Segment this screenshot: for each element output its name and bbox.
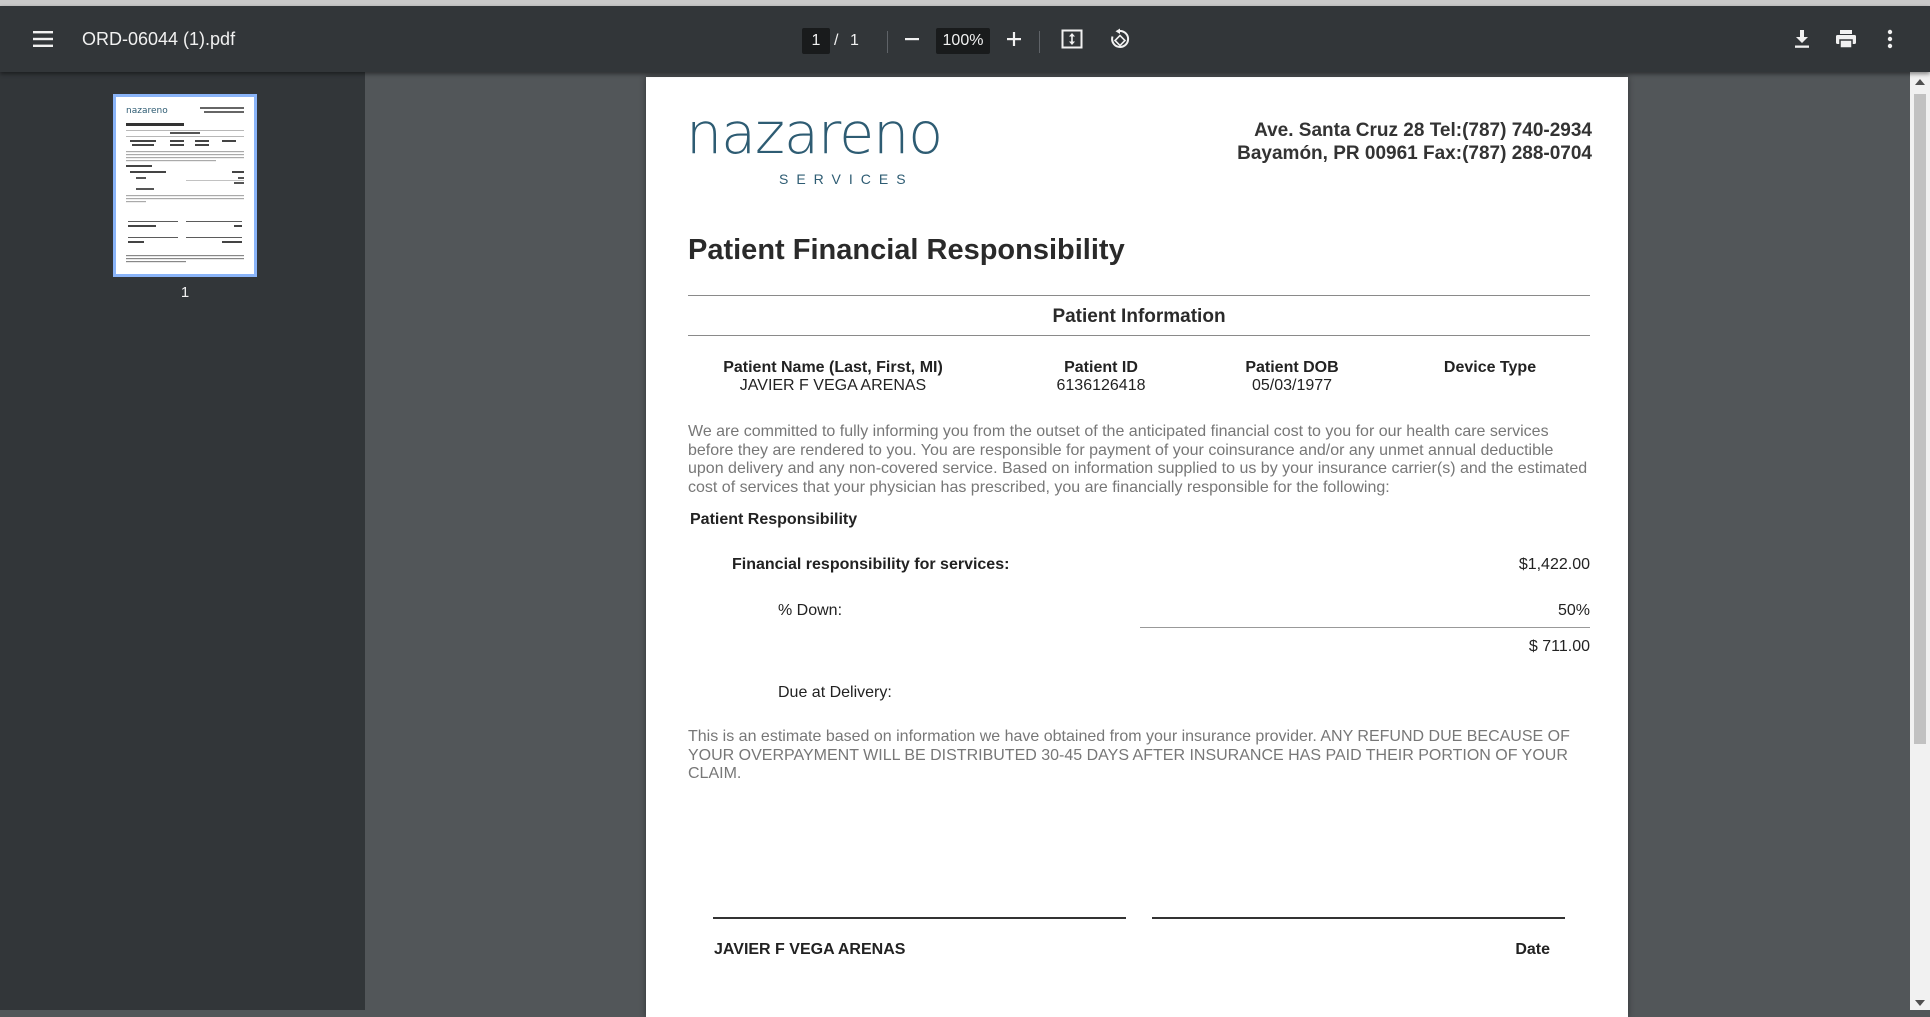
divider-line xyxy=(688,295,1590,296)
divider-line xyxy=(688,335,1590,336)
estimate-paragraph: This is an estimate based on information we have obtained from your insurance provider. ANY REFUND DUE BECAUSE OF YOUR OVERPAYMENT WILL BE DISTRIBUTED 30-45 DAYS AFTER INSURANCE HAS PAID THEIR PORTION OF YOUR CLAIM. xyxy=(688,728,1570,782)
field-value: JAVIER F VEGA ARENAS xyxy=(739,377,927,394)
print-icon[interactable] xyxy=(1826,19,1866,59)
field-header: Patient DOB xyxy=(1245,359,1339,376)
address-line: Bayamón, PR 00961 Fax:(787) 288-0704 xyxy=(1237,143,1592,164)
scroll-down-icon[interactable] xyxy=(1915,1000,1925,1006)
thumbnail-preview xyxy=(120,101,250,270)
responsibility-label: Patient Responsibility xyxy=(690,511,858,528)
field-header: Patient Name (Last, First, MI) xyxy=(723,359,943,376)
rotate-icon[interactable] xyxy=(1100,19,1140,59)
vertical-scrollbar[interactable] xyxy=(1910,72,1930,1010)
scrollbar-thumb[interactable] xyxy=(1914,94,1926,744)
company-address xyxy=(1237,119,1592,165)
field-header: Device Type xyxy=(1443,359,1537,376)
down-percent: 50% xyxy=(1557,602,1590,619)
page-total: 1 xyxy=(850,32,859,49)
field-value: 05/03/1977 xyxy=(1251,377,1333,394)
logo: nazareno xyxy=(686,101,943,167)
device-type-field xyxy=(1410,359,1570,377)
financial-label: Financial responsibility for services: xyxy=(732,556,1010,573)
patient-dob-field xyxy=(1212,359,1372,395)
svg-text:nazareno: nazareno xyxy=(126,106,168,116)
down-label: % Down: xyxy=(778,602,843,619)
scroll-up-icon[interactable] xyxy=(1915,79,1925,85)
zoom-level-input[interactable]: 100% xyxy=(936,28,990,54)
date-line xyxy=(1152,917,1565,919)
patient-id-field xyxy=(1021,359,1181,395)
menu-icon[interactable] xyxy=(23,19,63,59)
file-name: ORD-06044 (1).pdf xyxy=(82,29,236,49)
page-thumbnail[interactable] xyxy=(113,94,257,277)
zoom-in-icon[interactable] xyxy=(994,19,1034,59)
more-options-icon[interactable] xyxy=(1870,19,1910,59)
field-header: Patient ID xyxy=(1064,359,1138,376)
down-amount: $ 711.00 xyxy=(1528,638,1590,655)
thumbnail-sidebar xyxy=(0,72,365,1010)
patient-name-field xyxy=(718,359,948,395)
intro-paragraph: We are committed to fully informing you from the outset of the anticipated financial cost to you for our health care services before they are rendered to you. You are responsible for payment of your coinsurance and/or any unmet annual deductible upon delivery and any non-covered service. Based on information supplied to us by your insurance carrier(s) and the estimated cost of services that your physician has prescribed, you are financially responsible for the following: xyxy=(688,423,1588,496)
pdf-toolbar xyxy=(0,6,1930,72)
divider-line xyxy=(1140,627,1590,628)
toolbar-divider xyxy=(1039,31,1040,53)
financial-value: $1,422.00 xyxy=(1518,556,1590,573)
signature-date-label: Date xyxy=(1515,941,1550,958)
document-title: Patient Financial Responsibility xyxy=(688,234,1125,266)
thumbnail-page-number: 1 xyxy=(180,284,190,301)
page-number-input[interactable]: 1 xyxy=(802,28,830,54)
logo-subtitle: SERVICES xyxy=(779,171,914,187)
signature-line xyxy=(713,917,1126,919)
download-icon[interactable] xyxy=(1782,19,1822,59)
section-title: Patient Information xyxy=(1052,306,1226,327)
fit-page-icon[interactable] xyxy=(1052,19,1092,59)
zoom-out-icon[interactable] xyxy=(892,19,932,59)
pdf-page xyxy=(646,77,1628,1017)
address-line: Ave. Santa Cruz 28 Tel:(787) 740-2934 xyxy=(1254,120,1592,141)
field-value: 6136126418 xyxy=(1056,377,1146,394)
toolbar-divider xyxy=(887,31,888,53)
page-separator: / xyxy=(834,32,839,49)
signature-name: JAVIER F VEGA ARENAS xyxy=(714,941,906,958)
due-at-delivery-label: Due at Delivery: xyxy=(778,684,892,701)
